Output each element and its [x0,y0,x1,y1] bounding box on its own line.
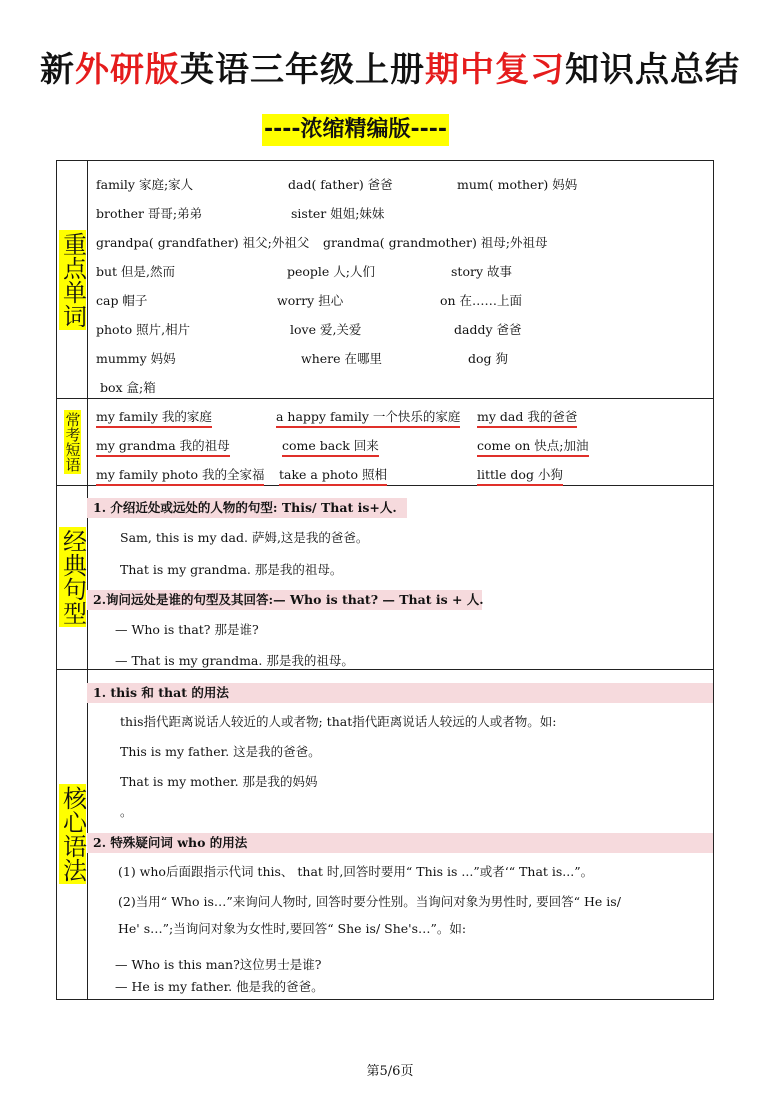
phrase-item: little dog 小狗 [477,467,563,486]
phrase-item: a happy family 一个快乐的家庭 [276,409,460,428]
title-part-5: 知识点总结 [565,50,740,90]
word-item: story 故事 [451,264,512,279]
word-item: daddy 爸爸 [454,322,522,337]
grammar-text: This is my father. 这是我的爸爸。 [120,744,321,759]
phrase-item: come back 回来 [282,438,379,457]
title-part-3: 英语三年级上册 [180,50,425,90]
grammar-text: this指代距离说话人较近的人或者物; that指代距离说话人较远的人或者物。如: [120,714,557,729]
word-item: but 但是,然而 [96,264,176,279]
subtitle: ----浓缩精编版---- [262,114,449,146]
grammar-text: 。 [120,804,133,819]
phrase-item: my family 我的家庭 [96,409,212,428]
word-item: cap 帽子 [96,293,148,308]
row-divider [57,669,713,670]
grammar-text: (2)当用“ Who is…”来询问人物时, 回答时要分性别。当询问对象为男性时, 要回答“ He is/ [118,894,621,909]
word-item: love 爱,关爱 [290,322,362,337]
word-item: brother 哥哥;弟弟 [96,206,203,221]
row-divider [57,398,713,399]
word-item: grandma( grandmother) 祖母;外祖母 [323,235,548,250]
word-item: grandpa( grandfather) 祖父;外祖父 [96,235,310,250]
grammar-text: That is my mother. 那是我的妈妈 [120,774,318,789]
word-item: people 人;人们 [287,264,376,279]
section-label-grammar: 核心语法 [58,786,87,882]
sentence-example: — Who is that? 那是谁? [115,622,259,637]
word-item: box 盒;箱 [100,380,156,395]
word-item: family 家庭;家人 [96,177,194,192]
section-label-sentences: 经典句型 [58,529,87,625]
sentence-example: That is my grandma. 那是我的祖母。 [120,562,343,577]
title-part-2: 外研版 [75,50,180,90]
word-item: on 在……上面 [440,293,523,308]
word-item: dad( father) 爸爸 [288,177,393,192]
phrase-item: my grandma 我的祖母 [96,438,230,457]
title-part-4: 期中复习 [425,50,565,90]
grammar-text: (1) who后面跟指示代词 this、 that 时,回答时要用“ This is ...”或者‘“ That is...”。 [118,864,594,879]
sentence-heading-2: 2.询问远处是谁的句型及其回答:— Who is that? — That is + 人. [87,590,482,610]
sentence-heading-1: 1. 介绍近处或远处的人物的句型: This/ That is+人. [87,498,407,518]
section-label-words: 重点单词 [58,231,87,328]
word-item: mummy 妈妈 [96,351,176,366]
phrase-item: take a photo 照相 [279,467,387,486]
word-item: sister 姐姐;妹妹 [291,206,385,221]
phrase-item: my family photo 我的全家福 [96,467,264,486]
word-item: mum( mother) 妈妈 [457,177,578,192]
grammar-text: He' s…”;当询问对象为女性时,要回答“ She is/ She's…”。如: [118,921,467,936]
word-item: worry 担心 [277,293,344,308]
word-item: photo 照片,相片 [96,322,191,337]
phrase-item: my dad 我的爸爸 [477,409,577,428]
title-part-1: 新 [40,50,75,90]
grammar-text: — He is my father. 他是我的爸爸。 [115,979,324,994]
sentence-example: Sam, this is my dad. 萨姆,这是我的爸爸。 [120,530,369,545]
grammar-heading-1: 1. this 和 that 的用法 [87,683,713,703]
section-label-phrases: 常考短语 [63,411,82,472]
grammar-text: — Who is this man?这位男士是谁? [115,957,322,972]
grammar-heading-2: 2. 特殊疑问词 who 的用法 [87,833,713,853]
column-divider [87,161,88,999]
page-title [0,50,780,90]
word-item: where 在哪里 [301,351,382,366]
word-item: dog 狗 [468,351,509,366]
page-number: 第5/6页 [366,1064,414,1079]
sentence-example: — That is my grandma. 那是我的祖母。 [115,653,354,668]
phrase-item: come on 快点;加油 [477,438,589,457]
